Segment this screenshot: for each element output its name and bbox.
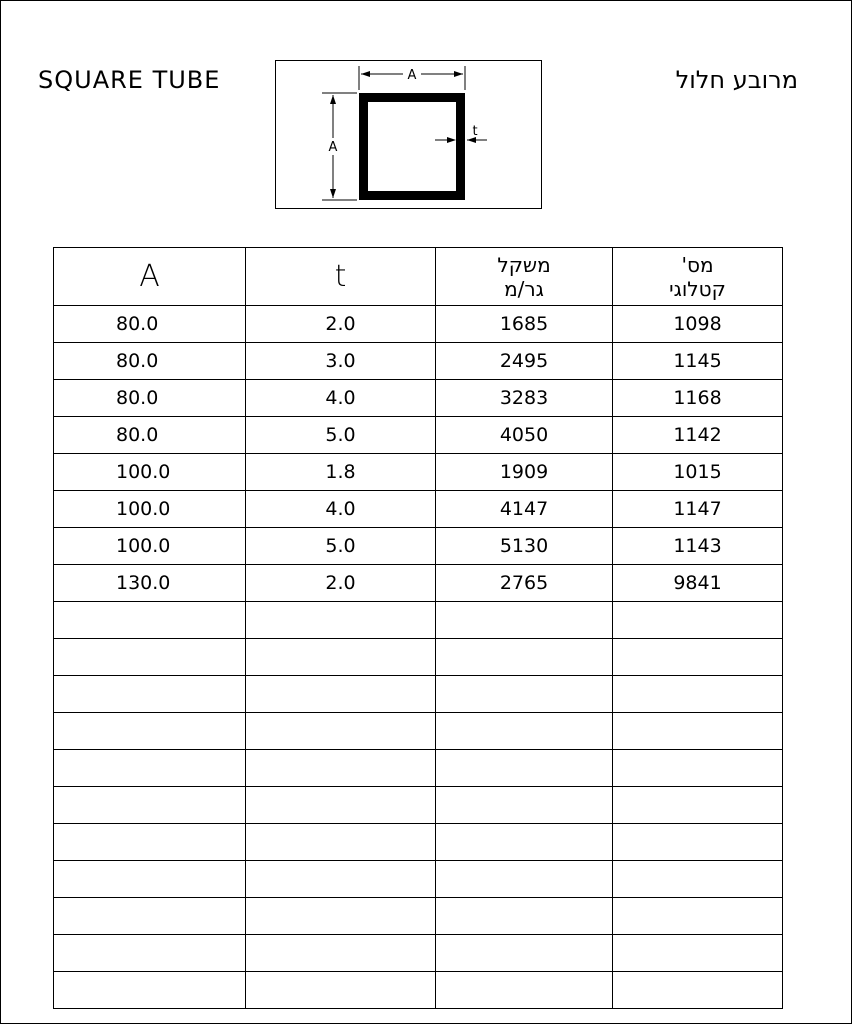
square-tube-diagram	[275, 60, 542, 209]
table-row	[54, 565, 783, 602]
cell-t	[246, 861, 436, 898]
cell-weight	[436, 972, 613, 1009]
title-hebrew: מרובע חלול	[675, 66, 798, 94]
cell-t	[246, 713, 436, 750]
header-weight-line1: משקל	[497, 252, 551, 277]
cell-a	[54, 935, 246, 972]
cell-weight	[436, 861, 613, 898]
table-row	[54, 713, 783, 750]
cell-t: 3.0	[246, 343, 436, 380]
cell-a: 100.0	[54, 454, 246, 491]
cell-t	[246, 676, 436, 713]
table-row	[54, 528, 783, 565]
cell-catalog	[613, 787, 783, 824]
cell-catalog: 1168	[613, 380, 783, 417]
cell-a	[54, 972, 246, 1009]
cell-a: 80.0	[54, 380, 246, 417]
cell-a	[54, 676, 246, 713]
cell-t: 2.0	[246, 306, 436, 343]
cell-catalog	[613, 713, 783, 750]
cell-t: 4.0	[246, 491, 436, 528]
cell-a	[54, 750, 246, 787]
cell-weight: 1909	[436, 454, 613, 491]
cell-weight	[436, 713, 613, 750]
cell-a: 80.0	[54, 343, 246, 380]
cell-catalog	[613, 935, 783, 972]
cell-t	[246, 602, 436, 639]
table-row	[54, 491, 783, 528]
cell-weight: 2495	[436, 343, 613, 380]
cell-a	[54, 898, 246, 935]
cell-a	[54, 824, 246, 861]
cell-weight	[436, 602, 613, 639]
cell-a: 80.0	[54, 417, 246, 454]
table-row	[54, 676, 783, 713]
cell-catalog: 1143	[613, 528, 783, 565]
cell-weight	[436, 639, 613, 676]
cell-t: 1.8	[246, 454, 436, 491]
cell-catalog	[613, 602, 783, 639]
header-catalog-number	[613, 248, 783, 306]
cell-t	[246, 824, 436, 861]
header-catalog-line2: קטלוגי	[669, 276, 726, 301]
dim-a-left-label: A	[328, 140, 338, 155]
cell-weight	[436, 898, 613, 935]
cell-a	[54, 787, 246, 824]
cell-weight: 4147	[436, 491, 613, 528]
table-row	[54, 898, 783, 935]
cell-t	[246, 639, 436, 676]
cell-catalog: 1145	[613, 343, 783, 380]
tube-profile	[364, 98, 461, 196]
cell-weight: 1685	[436, 306, 613, 343]
cell-weight: 2765	[436, 565, 613, 602]
dim-a-top-label: A	[407, 68, 417, 83]
cell-weight: 4050	[436, 417, 613, 454]
table-row	[54, 343, 783, 380]
cell-catalog: 1147	[613, 491, 783, 528]
cell-catalog: 9841	[613, 565, 783, 602]
table-row	[54, 380, 783, 417]
cell-a	[54, 639, 246, 676]
title-english: SQUARE TUBE	[38, 66, 221, 94]
table-row	[54, 861, 783, 898]
table-row	[54, 454, 783, 491]
cell-catalog	[613, 861, 783, 898]
cell-catalog: 1015	[613, 454, 783, 491]
cell-catalog: 1098	[613, 306, 783, 343]
header-a: A	[54, 248, 246, 306]
cell-a	[54, 602, 246, 639]
cell-weight	[436, 750, 613, 787]
cell-t	[246, 898, 436, 935]
table-row	[54, 972, 783, 1009]
cell-t: 5.0	[246, 528, 436, 565]
cell-catalog	[613, 898, 783, 935]
header-weight	[436, 248, 613, 306]
cell-t	[246, 935, 436, 972]
cell-weight	[436, 676, 613, 713]
cell-a	[54, 713, 246, 750]
cell-catalog	[613, 639, 783, 676]
cell-a	[54, 861, 246, 898]
dimensions-table	[53, 247, 783, 1009]
table-row	[54, 417, 783, 454]
header-weight-line2: גר/מ	[504, 276, 544, 301]
cell-a: 130.0	[54, 565, 246, 602]
cell-weight	[436, 787, 613, 824]
cell-a: 80.0	[54, 306, 246, 343]
header-t: t	[246, 248, 436, 306]
cell-catalog	[613, 676, 783, 713]
dim-t-label: t	[472, 124, 478, 139]
cell-t	[246, 972, 436, 1009]
table-row	[54, 639, 783, 676]
cell-weight: 3283	[436, 380, 613, 417]
cell-weight	[436, 935, 613, 972]
cell-catalog	[613, 824, 783, 861]
cell-catalog	[613, 972, 783, 1009]
header-catalog-line1: מס'	[681, 252, 714, 277]
table-row	[54, 750, 783, 787]
cell-catalog: 1142	[613, 417, 783, 454]
cell-t: 4.0	[246, 380, 436, 417]
cell-t: 5.0	[246, 417, 436, 454]
table-row	[54, 935, 783, 972]
table-row	[54, 824, 783, 861]
cell-t: 2.0	[246, 565, 436, 602]
cell-catalog	[613, 750, 783, 787]
cell-t	[246, 787, 436, 824]
cell-weight: 5130	[436, 528, 613, 565]
cell-weight	[436, 824, 613, 861]
cell-a: 100.0	[54, 491, 246, 528]
cell-a: 100.0	[54, 528, 246, 565]
table-row	[54, 306, 783, 343]
table-header-row	[54, 248, 783, 306]
table-row	[54, 787, 783, 824]
cell-t	[246, 750, 436, 787]
table-row	[54, 602, 783, 639]
